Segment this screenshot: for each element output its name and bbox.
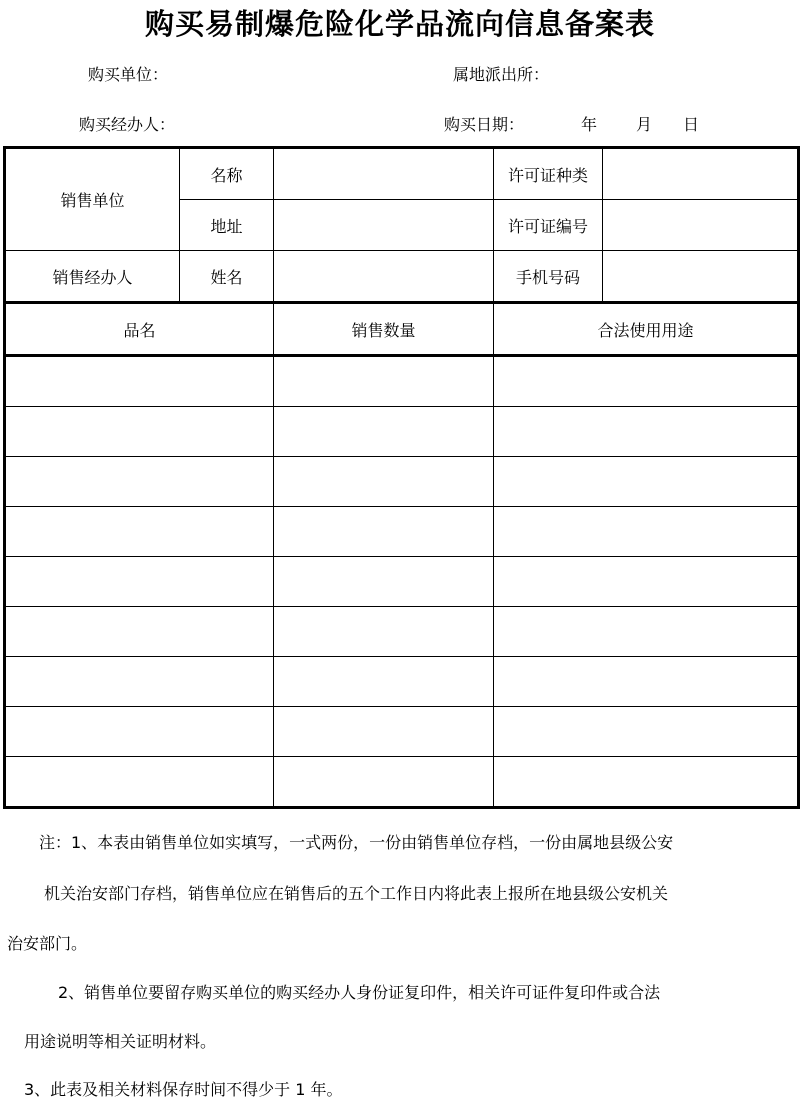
product-cell[interactable] (5, 707, 274, 757)
seller-agent-name-field[interactable] (274, 251, 494, 303)
note-line-1: 注：1、本表由销售单位如实填写，一式两份，一份由销售单位存档，一份由属地县级公安 (39, 833, 674, 852)
product-cell[interactable] (5, 657, 274, 707)
seller-address-field[interactable] (274, 200, 494, 251)
table-row (5, 507, 799, 557)
record-table (3, 146, 800, 809)
note-line-3: 治安部门。 (7, 934, 88, 953)
quantity-cell[interactable] (274, 407, 494, 457)
product-cell[interactable] (5, 557, 274, 607)
phone-field[interactable] (603, 251, 799, 303)
column-header-quantity: 销售数量 (274, 303, 494, 356)
buyer-unit-label: 购买单位： (88, 65, 169, 84)
license-type-field[interactable] (603, 148, 799, 200)
day-label: 日 (683, 115, 700, 134)
seller-name-row (5, 148, 799, 200)
note-line-5: 用途说明等相关证明材料。 (24, 1032, 217, 1051)
seller-agent-label: 销售经办人 (5, 251, 180, 303)
usage-cell[interactable] (494, 607, 799, 657)
quantity-cell[interactable] (274, 356, 494, 407)
quantity-cell[interactable] (274, 557, 494, 607)
table-row (5, 407, 799, 457)
product-cell[interactable] (5, 407, 274, 457)
product-cell[interactable] (5, 507, 274, 557)
note-line-6: 3、此表及相关材料保存时间不得少于 1 年。 (24, 1080, 343, 1099)
table-row (5, 707, 799, 757)
phone-label: 手机号码 (494, 251, 603, 303)
usage-cell[interactable] (494, 557, 799, 607)
column-header-product: 品名 (5, 303, 274, 356)
buyer-agent-label: 购买经办人： (79, 115, 176, 134)
quantity-cell[interactable] (274, 457, 494, 507)
product-cell[interactable] (5, 356, 274, 407)
table-row (5, 607, 799, 657)
usage-cell[interactable] (494, 657, 799, 707)
quantity-cell[interactable] (274, 707, 494, 757)
license-number-label: 许可证编号 (494, 200, 603, 251)
quantity-cell[interactable] (274, 757, 494, 808)
seller-name-label: 名称 (180, 148, 274, 200)
month-label: 月 (636, 115, 653, 134)
license-number-field[interactable] (603, 200, 799, 251)
usage-cell[interactable] (494, 356, 799, 407)
seller-address-label: 地址 (180, 200, 274, 251)
quantity-cell[interactable] (274, 507, 494, 557)
table-row (5, 356, 799, 407)
product-cell[interactable] (5, 457, 274, 507)
usage-cell[interactable] (494, 407, 799, 457)
usage-cell[interactable] (494, 757, 799, 808)
year-label: 年 (581, 115, 598, 134)
usage-cell[interactable] (494, 707, 799, 757)
police-station-label: 属地派出所： (453, 65, 550, 84)
seller-agent-row (5, 251, 799, 303)
usage-cell[interactable] (494, 457, 799, 507)
table-row (5, 657, 799, 707)
quantity-cell[interactable] (274, 657, 494, 707)
product-cell[interactable] (5, 607, 274, 657)
usage-cell[interactable] (494, 507, 799, 557)
table-row (5, 757, 799, 808)
license-type-label: 许可证种类 (494, 148, 603, 200)
purchase-date-label: 购买日期： (444, 115, 525, 134)
note-line-4: 2、销售单位要留存购买单位的购买经办人身份证复印件，相关许可证件复印件或合法 (58, 983, 661, 1002)
column-header-usage: 合法使用用途 (494, 303, 799, 356)
page-title: 购买易制爆危险化学品流向信息备案表 (144, 7, 655, 41)
column-header-row (5, 303, 799, 356)
quantity-cell[interactable] (274, 607, 494, 657)
seller-agent-name-label: 姓名 (180, 251, 274, 303)
table-row (5, 457, 799, 507)
seller-unit-label: 销售单位 (5, 148, 180, 251)
seller-name-field[interactable] (274, 148, 494, 200)
product-cell[interactable] (5, 757, 274, 808)
table-row (5, 557, 799, 607)
note-line-2: 机关治安部门存档，销售单位应在销售后的五个工作日内将此表上报所在地县级公安机关 (44, 884, 669, 903)
